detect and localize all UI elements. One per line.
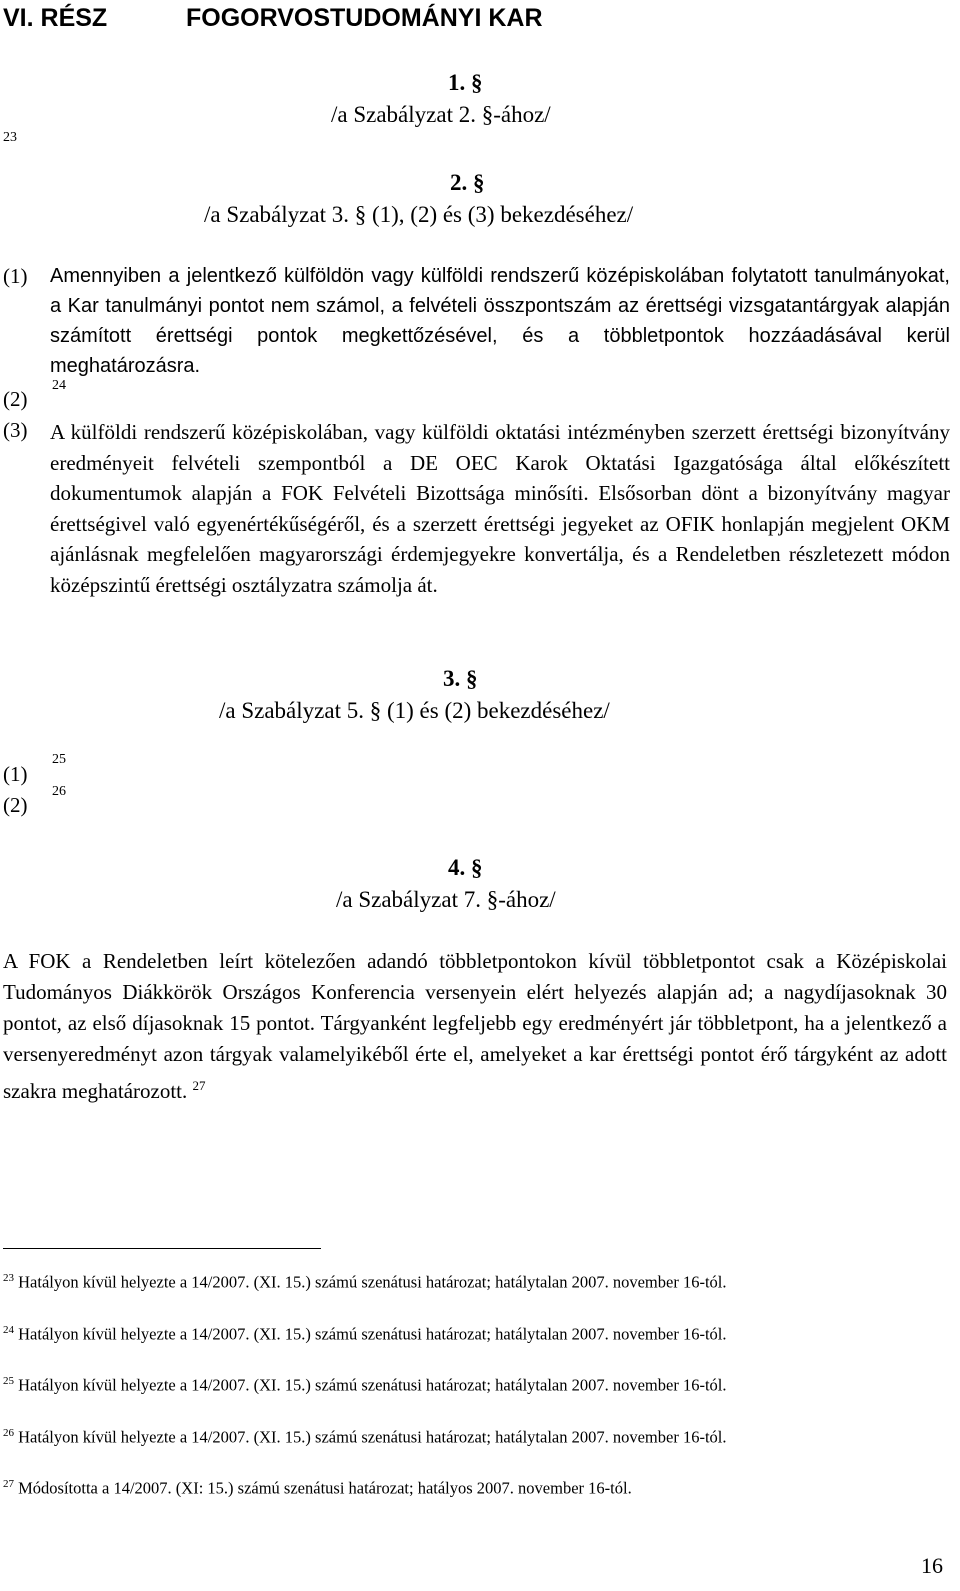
footnote-23: $^{23}$ Hatályon kívül helyezte a 14/2007. (XI. 15.) számú szenátusi határozat; hatálytalan 2007. november 16-tól. <box>3 1272 727 1292</box>
section-1-reference: /a Szabályzat 2. §-ához/ <box>331 102 551 127</box>
footnote-24: $^{24}$ Hatályon kívül helyezte a 14/2007. (XI. 15.) számú szenátusi határozat; hatálytalan 2007. november 16-tól. <box>3 1324 727 1344</box>
section-1-number: 1. § <box>448 70 483 95</box>
section-4-number: 4. § <box>448 855 483 880</box>
section-4-footnote-mark: 27 <box>192 1078 206 1093</box>
paragraph-2-1-label: (1) <box>3 264 28 288</box>
footnote-separator <box>3 1248 321 1249</box>
paragraph-2-1-text: Amennyiben a jelentkező külföldön vagy külföldi rendszerű középiskolában folytatott tanulmányokat, a Kar tanulmányi pontot nem számol, a felvételi összpontszám az érettségi vizsgatantárgyak alapján számított érettségi pontok megkettőzésével, és a többletpontok hozzáadásával kerül meghatározásra. <box>50 265 950 377</box>
footnote-26: $^{26}$ Hatályon kívül helyezte a 14/2007. (XI. 15.) számú szenátusi határozat; hatálytalan 2007. november 16-tól. <box>3 1427 727 1447</box>
part-name: FOGORVOSTUDOMÁNYI KAR <box>186 4 543 32</box>
paragraph-3-2-footnote-mark: 26 <box>52 784 66 799</box>
section-2-number: 2. § <box>450 170 485 195</box>
paragraph-2-3-text: A külföldi rendszerű középiskolában, vagy külföldi oktatási intézményben szerzett érettségi bizonyítvány eredményeit felvételi szempontból a DE OEC Karok Oktatási Igazgatósága által előkészített dokumentumok alapján a FOK Felvételi Bizottsága minősíti. Elsősorban dönt a bizonyítvány magyar érettségivel való egyenértékűségéről, és a szerzett érettségi jegyeket az OFIK honlapján megjelent OKM ajánlásnak megfelelően magyarországi érdemjegyekre konvertálja, és a Rendeletben részletezett módon középszintű érettségi osztályzatra számolja át. <box>50 420 950 597</box>
footnote-27: $^{27}$ Módosította a 14/2007. (XI: 15.) számú szenátusi határozat; hatályos 2007. november 16-tól. <box>3 1478 632 1498</box>
paragraph-3-1-label: (1) <box>3 762 28 786</box>
section-4-reference: /a Szabályzat 7. §-ához/ <box>336 887 556 912</box>
paragraph-2-2-footnote-mark: 24 <box>52 378 66 393</box>
section-2-reference: /a Szabályzat 3. § (1), (2) és (3) bekezdéséhez/ <box>204 202 634 227</box>
footnote-25: $^{25}$ Hatályon kívül helyezte a 14/2007. (XI. 15.) számú szenátusi határozat; hatálytalan 2007. november 16-tól. <box>3 1375 727 1395</box>
page-number: 16 <box>921 1553 943 1578</box>
section-3-reference: /a Szabályzat 5. § (1) és (2) bekezdéséhez/ <box>219 698 610 723</box>
part-label: VI. RÉSZ <box>3 4 108 32</box>
paragraph-3-2-label: (2) <box>3 793 28 817</box>
paragraph-2-2-label: (2) <box>3 387 28 411</box>
section-4-text: A FOK a Rendeletben leírt kötelezően adandó többletpontokon kívül többletpontot csak a Középiskolai Tudományos Diákkörök Országos Konferencia versenyein elért helyezés alapján ad; a nagydíjasoknak 30 pontot, az első díjasoknak 15 pontot. Tárgyanként legfeljebb egy eredményért jár többletpont, ha a jelentkező a versenyeredményt azon tárgyak valamelyikéből érte el, amelyeket a kar érettségi pontot érő tárgyként az adott szakra meghatározott. $^{27}$ <box>3 949 947 1103</box>
paragraph-3-1-footnote-mark: 25 <box>52 752 66 767</box>
section-3-number: 3. § <box>443 666 478 691</box>
section-1-footnote-mark: 23 <box>3 130 17 145</box>
paragraph-2-3-label: (3) <box>3 418 28 442</box>
